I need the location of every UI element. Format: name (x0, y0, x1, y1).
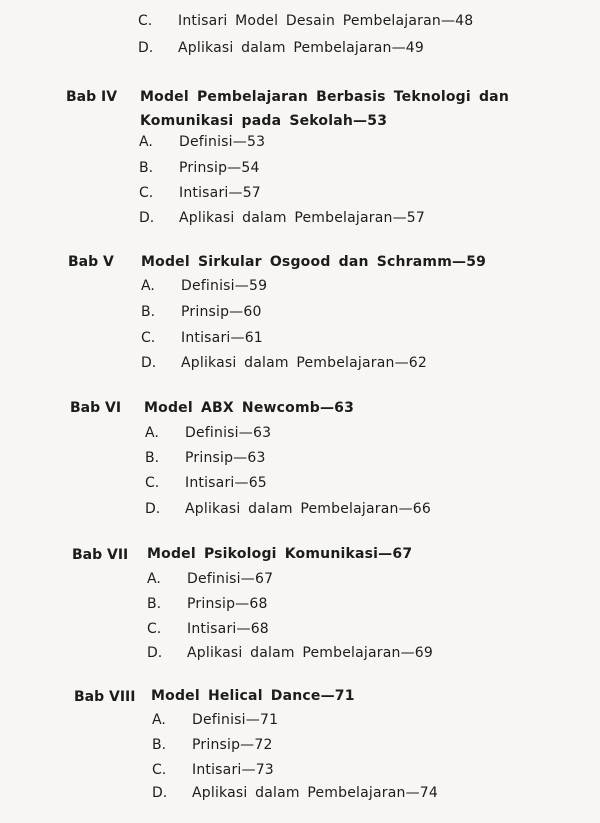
chapter-label: Bab VIII (74, 689, 136, 705)
item-text: Intisari—73 (192, 762, 274, 778)
item-letter: C. (145, 475, 160, 491)
item-letter: C. (147, 621, 162, 637)
item-text: Aplikasi dalam Pembelajaran—57 (179, 210, 425, 226)
item-text: Definisi—53 (179, 134, 266, 150)
item-text: Definisi—67 (187, 571, 274, 587)
item-letter: B. (147, 596, 162, 612)
item-letter: D. (152, 785, 168, 801)
item-text: Prinsip—63 (185, 450, 266, 466)
item-letter: D. (145, 501, 161, 517)
item-letter: A. (147, 571, 161, 587)
item-letter: B. (145, 450, 160, 466)
chapter-label: Bab IV (66, 89, 118, 105)
item-text: Definisi—63 (185, 425, 272, 441)
item-text: Intisari—57 (179, 185, 261, 201)
chapter-title: Model Pembelajaran Berbasis Teknologi dan Komunikasi pada Sekolah—53 (140, 89, 509, 129)
item-letter: D. (141, 355, 157, 371)
item-text: Intisari—61 (181, 330, 263, 346)
chapter-title: Model Sirkular Osgood dan Schramm—59 (141, 254, 487, 270)
chapter-label: Bab VI (70, 400, 122, 416)
item-letter: D. (138, 40, 154, 56)
chapter-label: Bab V (68, 254, 114, 270)
item-text: Aplikasi dalam Pembelajaran—69 (187, 645, 433, 661)
item-text: Intisari—65 (185, 475, 267, 491)
item-text: Aplikasi dalam Pembelajaran—74 (192, 785, 438, 801)
chapter-title: Model Psikologi Komunikasi—67 (147, 546, 413, 562)
chapter-title: Model ABX Newcomb—63 (144, 400, 355, 416)
item-letter: A. (139, 134, 153, 150)
item-letter: C. (152, 762, 167, 778)
item-letter: C. (138, 13, 153, 29)
item-text: Aplikasi dalam Pembelajaran—62 (181, 355, 427, 371)
item-text: Prinsip—54 (179, 160, 260, 176)
item-text: Prinsip—72 (192, 737, 273, 753)
item-text: Prinsip—60 (181, 304, 262, 320)
item-text: Definisi—71 (192, 712, 279, 728)
item-letter: B. (141, 304, 156, 320)
item-text: Prinsip—68 (187, 596, 268, 612)
item-letter: D. (147, 645, 163, 661)
item-letter: A. (152, 712, 166, 728)
chapter-title: Model Helical Dance—71 (151, 688, 355, 704)
item-text: Intisari Model Desain Pembelajaran—48 (178, 13, 474, 29)
item-letter: B. (139, 160, 154, 176)
item-letter: A. (145, 425, 159, 441)
item-letter: C. (141, 330, 156, 346)
item-text: Aplikasi dalam Pembelajaran—66 (185, 501, 431, 517)
item-letter: D. (139, 210, 155, 226)
item-letter: B. (152, 737, 167, 753)
chapter-label: Bab VII (72, 547, 129, 563)
item-text: Intisari—68 (187, 621, 269, 637)
item-letter: C. (139, 185, 154, 201)
item-text: Aplikasi dalam Pembelajaran—49 (178, 40, 424, 56)
item-text: Definisi—59 (181, 278, 268, 294)
item-letter: A. (141, 278, 155, 294)
